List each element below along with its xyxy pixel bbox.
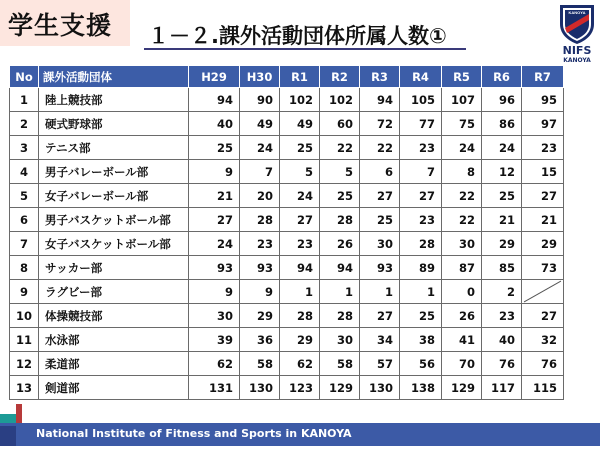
member-count: 76 xyxy=(522,352,564,376)
member-count: 29 xyxy=(280,328,320,352)
member-count: 0 xyxy=(442,280,482,304)
column-header: R2 xyxy=(320,66,360,88)
member-count: 77 xyxy=(400,112,442,136)
table-row xyxy=(10,328,564,352)
member-count: 25 xyxy=(280,136,320,160)
member-count: 97 xyxy=(522,112,564,136)
club-name: 剣道部 xyxy=(39,376,189,400)
member-count: 123 xyxy=(280,376,320,400)
club-name: 体操競技部 xyxy=(39,304,189,328)
member-count: 30 xyxy=(442,232,482,256)
section-tag-label: 学生支援 xyxy=(8,11,113,40)
member-count: 24 xyxy=(482,136,522,160)
row-number: 11 xyxy=(10,328,39,352)
member-count: 21 xyxy=(189,184,240,208)
member-count: 8 xyxy=(442,160,482,184)
row-number: 13 xyxy=(10,376,39,400)
member-count: 72 xyxy=(360,112,400,136)
table-row xyxy=(10,136,564,160)
member-count: 9 xyxy=(240,280,280,304)
member-count: 49 xyxy=(240,112,280,136)
member-count: 15 xyxy=(522,160,564,184)
member-count: 102 xyxy=(320,88,360,112)
section-tag xyxy=(0,0,130,46)
member-count: 107 xyxy=(442,88,482,112)
club-name: サッカー部 xyxy=(39,256,189,280)
table-row xyxy=(10,376,564,400)
member-count: 94 xyxy=(360,88,400,112)
club-name: 女子バスケットボール部 xyxy=(39,232,189,256)
member-count: 24 xyxy=(240,136,280,160)
member-count: 26 xyxy=(320,232,360,256)
column-header: R4 xyxy=(400,66,442,88)
member-count: 24 xyxy=(189,232,240,256)
member-count: 76 xyxy=(482,352,522,376)
row-number: 1 xyxy=(10,88,39,112)
row-number: 9 xyxy=(10,280,39,304)
member-count: 40 xyxy=(189,112,240,136)
member-count: 22 xyxy=(442,208,482,232)
page-title: １－２.課外活動団体所属人数① xyxy=(148,24,447,48)
member-count: 20 xyxy=(240,184,280,208)
empty-cell-slash xyxy=(522,280,564,304)
member-count: 26 xyxy=(442,304,482,328)
member-count: 24 xyxy=(280,184,320,208)
member-count: 27 xyxy=(522,184,564,208)
row-number: 6 xyxy=(10,208,39,232)
member-count: 1 xyxy=(320,280,360,304)
member-count: 25 xyxy=(482,184,522,208)
member-count: 28 xyxy=(280,304,320,328)
row-number: 12 xyxy=(10,352,39,376)
member-count: 27 xyxy=(400,184,442,208)
member-count: 7 xyxy=(400,160,442,184)
member-count: 6 xyxy=(360,160,400,184)
logo-sub: KANOYA xyxy=(563,57,591,64)
member-count: 25 xyxy=(360,208,400,232)
member-count: 32 xyxy=(522,328,564,352)
member-count: 24 xyxy=(442,136,482,160)
member-count: 23 xyxy=(240,232,280,256)
member-count: 27 xyxy=(280,208,320,232)
member-count: 87 xyxy=(442,256,482,280)
column-header: H30 xyxy=(240,66,280,88)
member-count: 117 xyxy=(482,376,522,400)
table-row xyxy=(10,208,564,232)
row-number: 3 xyxy=(10,136,39,160)
member-count: 2 xyxy=(482,280,522,304)
member-count: 30 xyxy=(360,232,400,256)
club-name: 陸上競技部 xyxy=(39,88,189,112)
logo-badge-text: KANOYA xyxy=(568,10,586,15)
table-row xyxy=(10,256,564,280)
member-count: 138 xyxy=(400,376,442,400)
row-number: 8 xyxy=(10,256,39,280)
member-count: 5 xyxy=(320,160,360,184)
member-count: 29 xyxy=(522,232,564,256)
member-count: 105 xyxy=(400,88,442,112)
row-number: 10 xyxy=(10,304,39,328)
member-count: 94 xyxy=(320,256,360,280)
table-row xyxy=(10,304,564,328)
member-count: 102 xyxy=(280,88,320,112)
member-count: 56 xyxy=(400,352,442,376)
table-row xyxy=(10,160,564,184)
row-number: 5 xyxy=(10,184,39,208)
club-name: 男子バレーボール部 xyxy=(39,160,189,184)
member-count: 21 xyxy=(482,208,522,232)
member-count: 9 xyxy=(189,280,240,304)
member-count: 27 xyxy=(522,304,564,328)
member-count: 25 xyxy=(320,184,360,208)
member-count: 21 xyxy=(522,208,564,232)
member-count: 1 xyxy=(360,280,400,304)
table-row xyxy=(10,352,564,376)
member-count: 22 xyxy=(360,136,400,160)
member-count: 49 xyxy=(280,112,320,136)
member-count: 90 xyxy=(240,88,280,112)
column-header: R1 xyxy=(280,66,320,88)
member-count: 30 xyxy=(189,304,240,328)
member-count: 38 xyxy=(400,328,442,352)
member-count: 22 xyxy=(442,184,482,208)
member-count: 1 xyxy=(280,280,320,304)
member-count: 62 xyxy=(189,352,240,376)
member-count: 95 xyxy=(522,88,564,112)
member-count: 93 xyxy=(189,256,240,280)
member-count: 75 xyxy=(442,112,482,136)
member-count: 28 xyxy=(320,304,360,328)
member-count: 7 xyxy=(240,160,280,184)
column-header: H29 xyxy=(189,66,240,88)
column-header: R3 xyxy=(360,66,400,88)
member-count: 89 xyxy=(400,256,442,280)
member-count: 40 xyxy=(482,328,522,352)
member-count: 23 xyxy=(400,208,442,232)
member-count: 85 xyxy=(482,256,522,280)
member-count: 94 xyxy=(189,88,240,112)
member-count: 70 xyxy=(442,352,482,376)
member-count: 27 xyxy=(360,184,400,208)
member-count: 96 xyxy=(482,88,522,112)
member-count: 22 xyxy=(320,136,360,160)
club-name: 水泳部 xyxy=(39,328,189,352)
member-count: 58 xyxy=(240,352,280,376)
member-count: 86 xyxy=(482,112,522,136)
club-name: 柔道部 xyxy=(39,352,189,376)
column-header: 課外活動団体 xyxy=(39,66,189,88)
member-count: 57 xyxy=(360,352,400,376)
member-count: 129 xyxy=(442,376,482,400)
row-number: 4 xyxy=(10,160,39,184)
member-count: 115 xyxy=(522,376,564,400)
member-count: 1 xyxy=(400,280,442,304)
member-count: 129 xyxy=(320,376,360,400)
table-row xyxy=(10,184,564,208)
member-count: 34 xyxy=(360,328,400,352)
club-name: ラグビー部 xyxy=(39,280,189,304)
member-count: 93 xyxy=(360,256,400,280)
member-count: 27 xyxy=(360,304,400,328)
slash-icon xyxy=(522,280,563,303)
table-row xyxy=(10,112,564,136)
member-count: 39 xyxy=(189,328,240,352)
column-header: R5 xyxy=(442,66,482,88)
member-count: 36 xyxy=(240,328,280,352)
table-row xyxy=(10,232,564,256)
row-number: 7 xyxy=(10,232,39,256)
table-row xyxy=(10,88,564,112)
member-count: 12 xyxy=(482,160,522,184)
title-underline xyxy=(144,48,466,50)
row-number: 2 xyxy=(10,112,39,136)
logo-org: NIFS xyxy=(562,44,592,57)
table-header-row xyxy=(10,66,564,88)
member-count: 29 xyxy=(482,232,522,256)
footer-text: National Institute of Fitness and Sports in KANOYA xyxy=(36,427,352,440)
nifs-shield-icon xyxy=(555,2,599,46)
column-header: No xyxy=(10,66,39,88)
member-count: 28 xyxy=(400,232,442,256)
member-count: 25 xyxy=(189,136,240,160)
member-count: 23 xyxy=(522,136,564,160)
member-count: 58 xyxy=(320,352,360,376)
member-count: 60 xyxy=(320,112,360,136)
member-count: 73 xyxy=(522,256,564,280)
member-count: 30 xyxy=(320,328,360,352)
member-count: 25 xyxy=(400,304,442,328)
member-count: 5 xyxy=(280,160,320,184)
column-header: R6 xyxy=(482,66,522,88)
member-count: 23 xyxy=(400,136,442,160)
club-name: テニス部 xyxy=(39,136,189,160)
member-count: 94 xyxy=(280,256,320,280)
member-count: 27 xyxy=(189,208,240,232)
member-count: 131 xyxy=(189,376,240,400)
club-name: 女子バレーボール部 xyxy=(39,184,189,208)
member-count: 29 xyxy=(240,304,280,328)
member-count: 62 xyxy=(280,352,320,376)
member-count: 41 xyxy=(442,328,482,352)
table-row xyxy=(10,280,564,304)
member-count: 9 xyxy=(189,160,240,184)
member-count: 28 xyxy=(240,208,280,232)
footer-accent-navy xyxy=(0,426,16,446)
member-count: 28 xyxy=(320,208,360,232)
member-count: 93 xyxy=(240,256,280,280)
nifs-logo xyxy=(555,2,599,68)
column-header: R7 xyxy=(522,66,564,88)
member-count: 130 xyxy=(240,376,280,400)
club-membership-table xyxy=(9,65,564,400)
member-count: 23 xyxy=(280,232,320,256)
club-name: 硬式野球部 xyxy=(39,112,189,136)
member-count: 23 xyxy=(482,304,522,328)
club-name: 男子バスケットボール部 xyxy=(39,208,189,232)
member-count: 130 xyxy=(360,376,400,400)
